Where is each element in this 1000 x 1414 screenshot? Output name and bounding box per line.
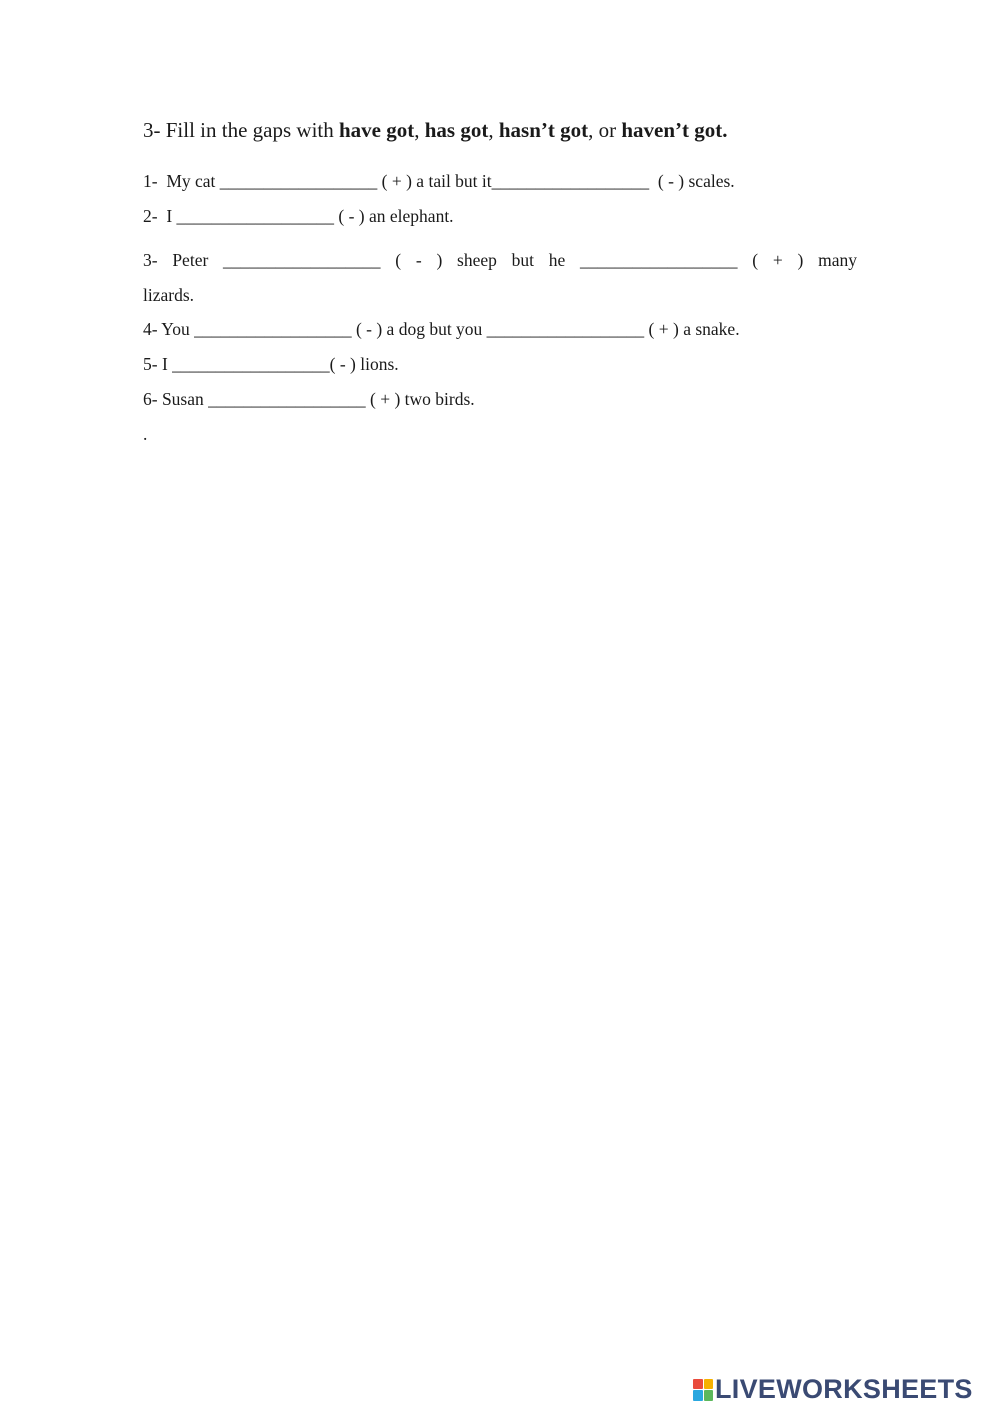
item-3-word: + [772,250,783,270]
item-3-word: Peter [172,250,209,270]
option-hasnt-got: hasn’t got [498,118,589,142]
liveworksheets-logo[interactable] [693,1374,973,1405]
title-prefix: 3- Fill in the gaps with [143,118,339,142]
exercise-item-2[interactable]: 2- I __________________ ( - ) an elephant. [143,206,454,226]
exercise-title [143,118,728,143]
option-havent-got: haven’t got. [621,118,728,142]
title-separator: , [414,118,425,142]
item-3-word: 3- [143,250,158,270]
exercise-item-3[interactable] [143,250,857,271]
exercise-item-1[interactable]: 1- My cat __________________ ( + ) a tail but it__________________ ( - ) scales. [143,171,735,191]
item-3-blank[interactable]: __________________ [223,250,381,270]
item-3-word: ( [395,250,402,270]
option-have-got: have got [339,118,415,142]
title-separator: , [488,118,499,142]
logo-text: LIVEWORKSHEETS [715,1374,973,1404]
item-3-word: he [548,250,566,270]
liveworksheets-logo-icon [693,1379,713,1401]
item-3-word: ) [797,250,804,270]
exercise-item-4[interactable]: 4- You __________________ ( - ) a dog but you __________________ ( + ) a snake. [143,319,740,339]
item-3-word: sheep [457,250,497,270]
trailing-dot: . [143,424,148,444]
item-3-blank[interactable]: __________________ [580,250,738,270]
item-3-word: ( [752,250,759,270]
title-separator: , or [588,118,622,142]
item-3-word: many [818,250,857,270]
item-3-word: - [415,250,422,270]
option-has-got: has got [424,118,489,142]
exercise-item-3-continuation: lizards. [143,285,195,305]
item-3-word: but [511,250,535,270]
exercise-item-6[interactable]: 6- Susan __________________ ( + ) two birds. [143,389,475,409]
exercise-item-5[interactable]: 5- I __________________( - ) lions. [143,354,399,374]
item-3-word: ) [436,250,443,270]
